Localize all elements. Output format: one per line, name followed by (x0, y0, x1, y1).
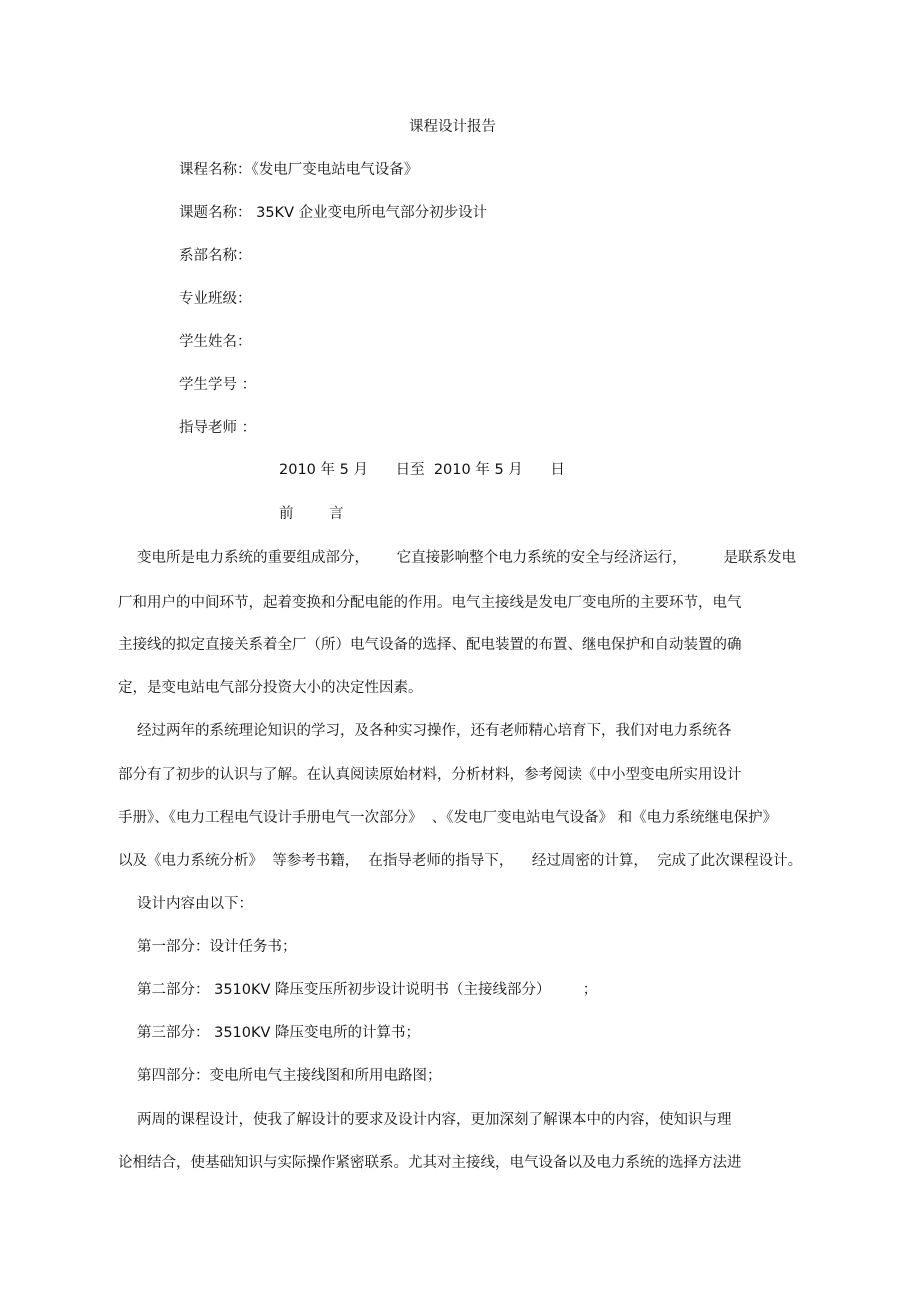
paragraph-line: 论相结合，使基础知识与实际操作紧密联系。尤其对主接线，电气设备以及电力系统的选择方法进 (118, 1155, 742, 1171)
student-name: 学生姓名： (179, 334, 252, 350)
advisor: 指导老师 ： (179, 420, 257, 436)
paragraph-line: 厂和用户的中间环节，起着变换和分配电能的作用。电气主接线是发电厂变电所的主要环节，电气 (118, 595, 742, 611)
paragraph-line: 经过两年的系统理论知识的学习，及各种实习操作，还有老师精心培育下，我们对电力系统各 (137, 723, 732, 739)
preface-heading-2: 言 (329, 506, 344, 522)
paragraph-line: 第二部分： 3510KV 降压变压所初步设计说明书（主接线部分） ； (137, 982, 598, 998)
paragraph-line: 第一部分：设计任务书； (137, 939, 297, 955)
paragraph-line: 两周的课程设计，使我了解设计的要求及设计内容，更加深刻了解课本中的内容，使知识与理 (137, 1112, 732, 1128)
paragraph-line: 第四部分：变电所电气主接线图和所用电路图； (137, 1068, 442, 1084)
department-name: 系部名称： (179, 248, 252, 264)
paragraph-line: 设计内容由以下： (137, 896, 253, 912)
date-range: 2010 年 5 月 日至 2010 年 5 月 日 (279, 462, 565, 478)
student-id: 学生学号 ： (179, 377, 257, 393)
paragraph-line: 定，是变电站电气部分投资大小的决定性因素。 (118, 680, 423, 696)
document-title: 课程设计报告 (409, 119, 496, 135)
paragraph-line: 变电所是电力系统的重要组成部分， 它直接影响整个电力系统的安全与经济运行， 是联系发电 (137, 550, 797, 566)
paragraph-line: 以及《电力系统分析》 等参考书籍， 在指导老师的指导下， 经过周密的计算， 完成了此次课程设计。 (118, 853, 803, 869)
paragraph-line: 主接线的拟定直接关系着全厂（所）电气设备的选择、配电装置的布置、继电保护和自动装置的确 (118, 637, 742, 653)
preface-heading-1: 前 (279, 506, 294, 522)
paragraph-line: 第三部分： 3510KV 降压变电所的计算书； (137, 1025, 421, 1041)
topic-name: 课题名称： 35KV 企业变电所电气部分初步设计 (179, 205, 488, 221)
course-name: 课程名称：《发电厂变电站电气设备》 (179, 162, 419, 178)
paragraph-line: 手册》、《电力工程电气设计手册电气一次部分》 、《发电厂变电站电气设备》 和《电力系统继电保护》 (118, 810, 778, 826)
paragraph-line: 部分有了初步的认识与了解。在认真阅读原始材料，分析材料，参考阅读《中小型变电所实用设计 (118, 767, 742, 783)
major-class: 专业班级： (179, 291, 252, 307)
